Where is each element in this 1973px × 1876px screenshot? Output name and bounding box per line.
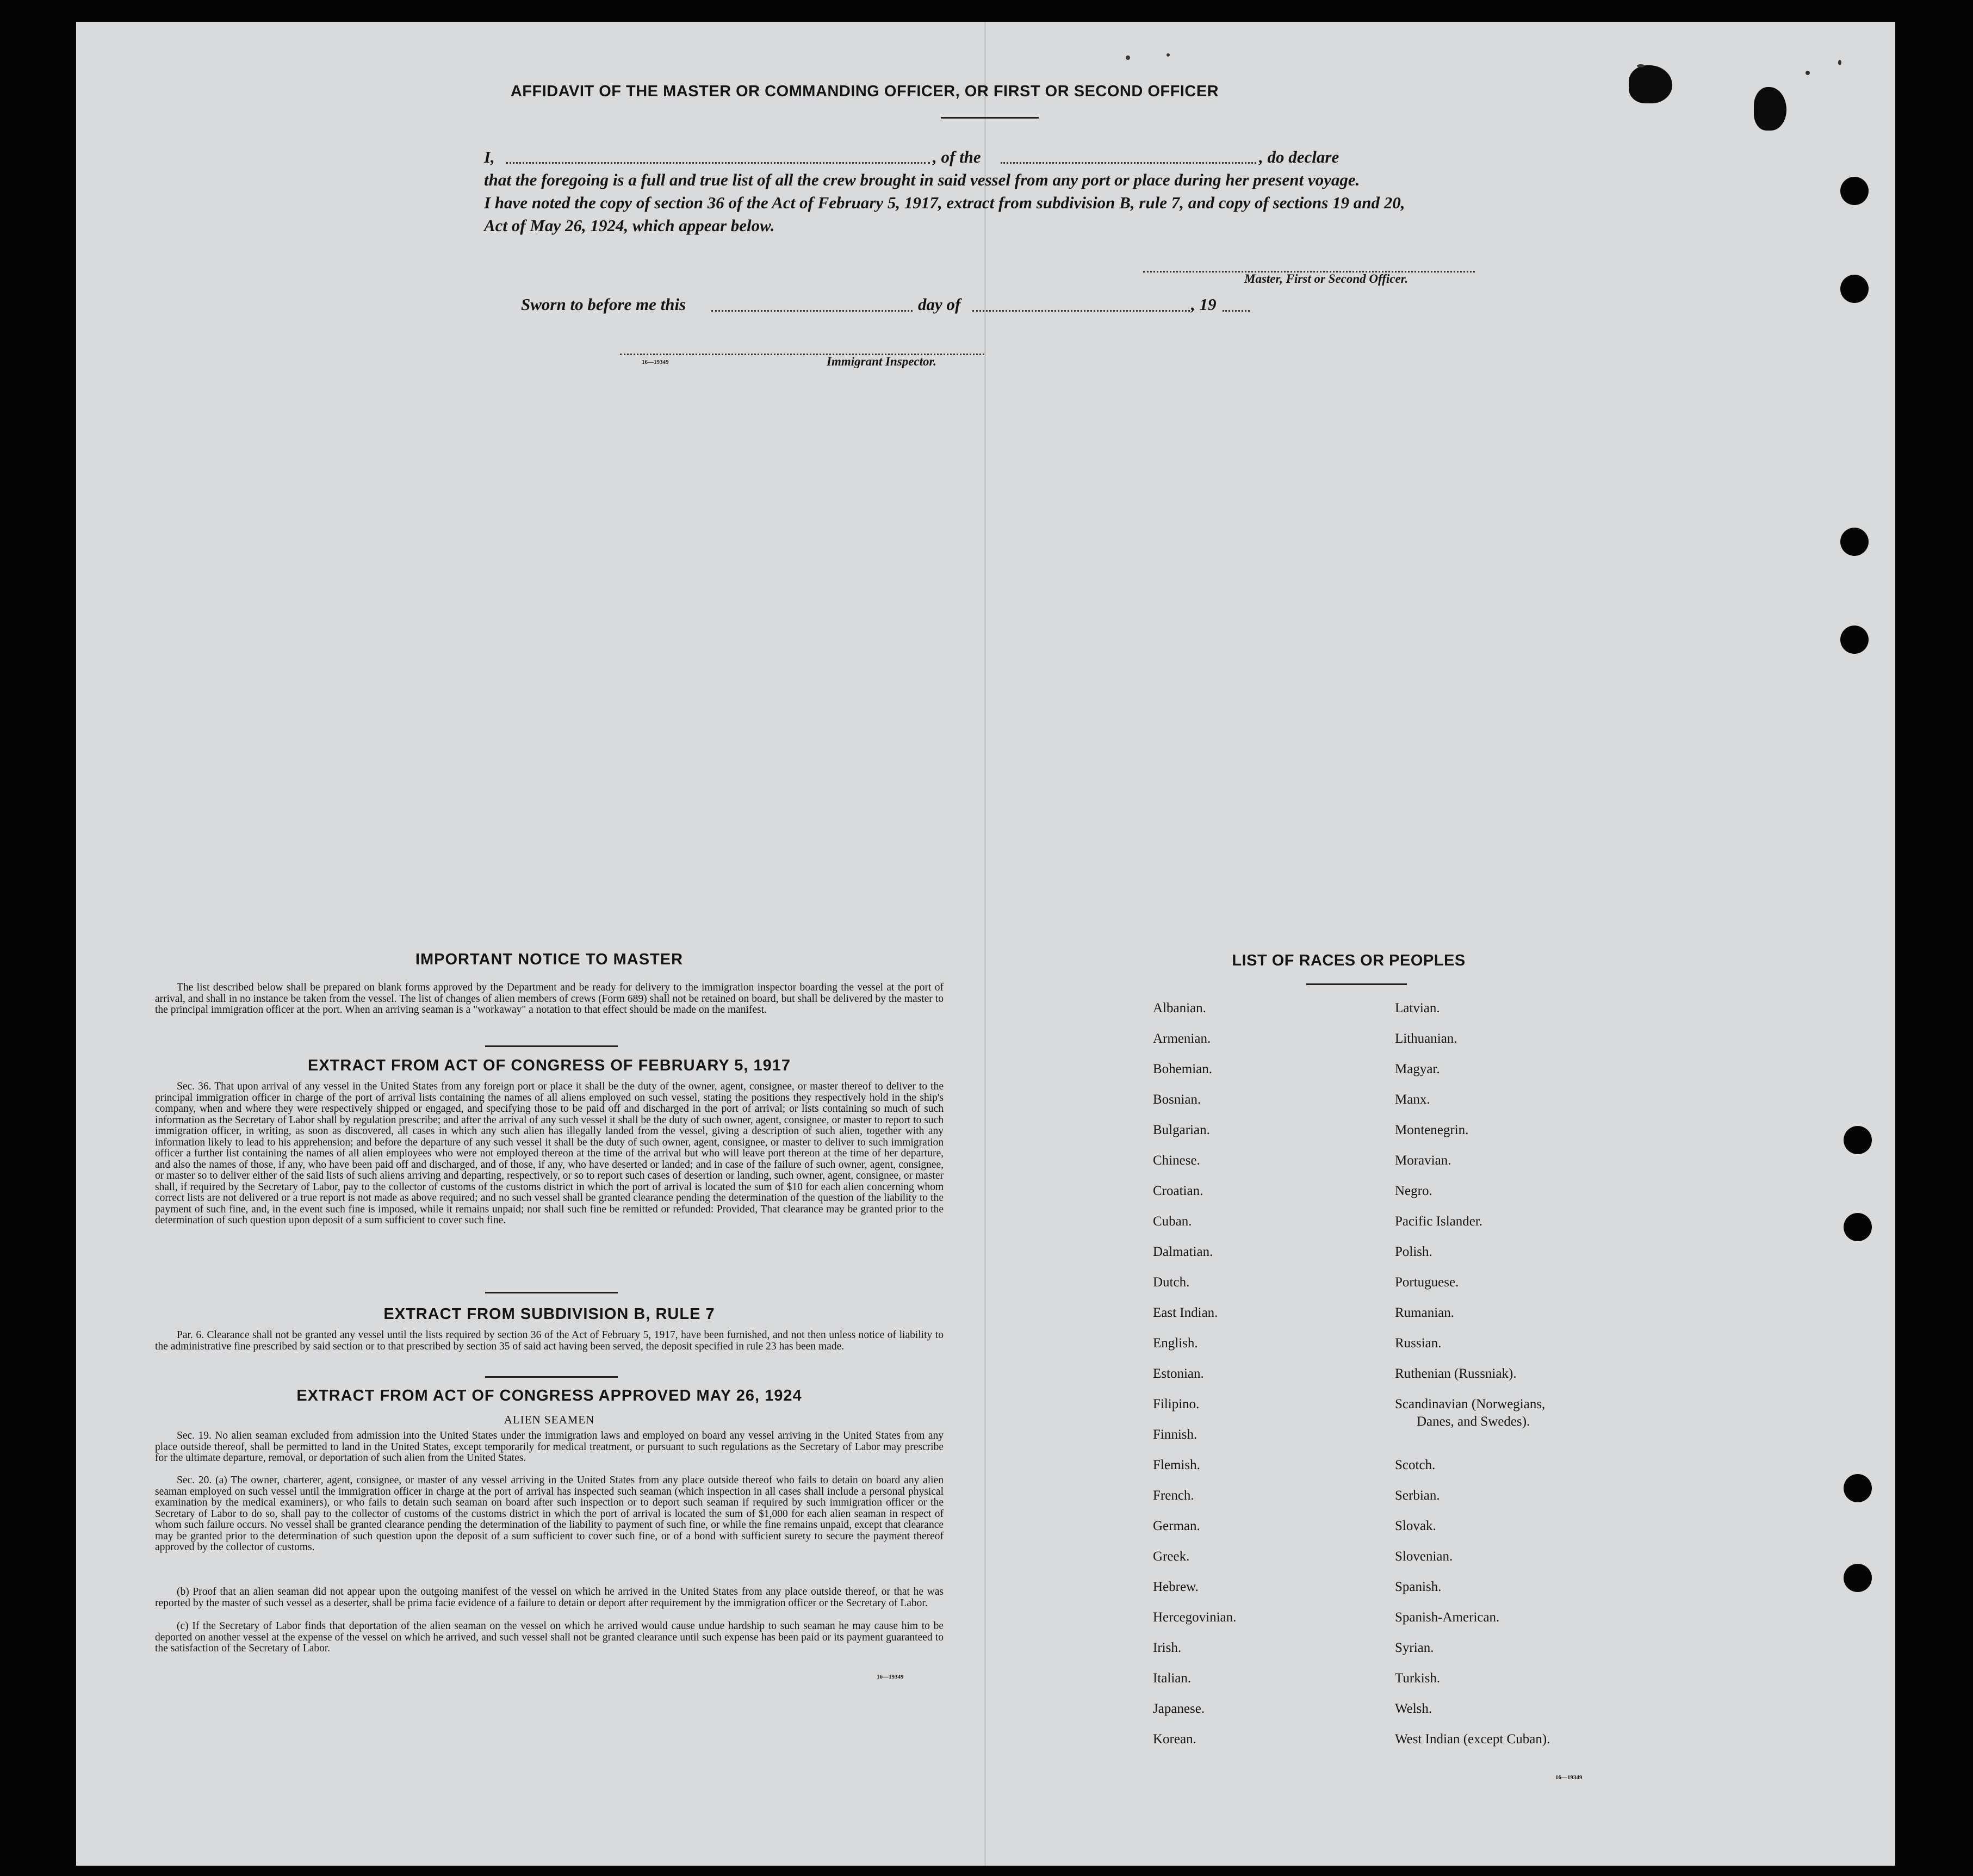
sworn-prefix: Sworn to before me this xyxy=(521,295,686,314)
inspector-caption: Immigrant Inspector. xyxy=(827,355,936,368)
race-item: Slovenian. xyxy=(1395,1549,1453,1564)
race-item: Rumanian. xyxy=(1395,1305,1455,1320)
title-rule xyxy=(1306,983,1407,985)
race-item: Hebrew. xyxy=(1153,1580,1199,1594)
sworn-line xyxy=(521,295,1337,318)
race-item: Greek. xyxy=(1153,1549,1190,1564)
race-item: Slovak. xyxy=(1395,1519,1436,1533)
race-item: French. xyxy=(1153,1488,1194,1503)
sworn-year-prefix: , 19 xyxy=(1191,295,1217,314)
punch-hole xyxy=(1840,275,1869,303)
race-item: Welsh. xyxy=(1395,1701,1432,1716)
form-code: 16—19349 xyxy=(642,359,669,366)
affidavit-text xyxy=(484,146,1405,237)
speck xyxy=(1838,60,1841,65)
affidavit-title: AFFIDAVIT OF THE MASTER OR COMMANDING OFFICER, OR FIRST OR SECOND OFFICER xyxy=(510,83,1219,100)
sec-20b-text: (b) Proof that an alien seaman did not appear upon the outgoing manifest of the vessel on which he arrived in the United States from any place outside thereof, or that he was reported by the master of such vessel as a deserter, shall be prima facie evidence of a failure to detain or deport after requirement by the immigration officer or the Secretary of Labor. xyxy=(155,1586,944,1609)
declarant-name-field[interactable] xyxy=(506,150,930,164)
race-item: Portuguese. xyxy=(1395,1275,1459,1290)
form-code: 16—19349 xyxy=(1555,1774,1583,1781)
race-item: Albanian. xyxy=(1153,1001,1206,1016)
race-item: Magyar. xyxy=(1395,1062,1440,1076)
speck xyxy=(1806,71,1810,75)
sec-20a-text: Sec. 20. (a) The owner, charterer, agent, consignee, or master of any vessel arriving in the United States from any place outside thereof who fails to detain on board any alien seaman employed on such vessel until the immigration officer in charge at the port of arrival has inspected such seaman (which inspection in all cases shall include a personal physical examination by the medical examiners), or who fails to detain such seaman on board after such inspection or to deport such seaman if required by such immigration officer or the Secretary of Labor to do so, shall pay to the collector of customs of the customs district in which the port of arrival is located the sum of $1,000 for each alien seaman in respect of whom such failure occurs. No vessel shall be granted clearance pending the determination of the liability to payment of such fine, or while the fine remains unpaid, except that clearance may be granted prior to the determination of such question upon the deposit of a sum sufficient to cover such fine, or of a bond with sufficient surety to secure the payment thereof approved by the collector of customs. xyxy=(155,1475,944,1553)
ink-blot xyxy=(1754,87,1786,131)
races-column-1 xyxy=(1153,1001,1236,1762)
race-item: Moravian. xyxy=(1395,1153,1451,1168)
alien-seamen-subtitle: ALIEN SEAMEN xyxy=(504,1413,595,1426)
declare-suffix: , do declare xyxy=(1259,147,1339,166)
punch-hole xyxy=(1844,1564,1872,1592)
sec-20c-text: (c) If the Secretary of Labor finds that deportation of the alien seaman on the vessel on which he arrived would cause undue hardship to such seaman he may cause him to be deported on another vessel at the expense of the vessel on which he arrived, and such vessel shall not be granted clearance until such expense has been paid or its payment guaranteed to the satisfaction of the Secretary of Labor. xyxy=(155,1620,944,1654)
punch-hole xyxy=(1840,177,1869,205)
section-divider xyxy=(485,1045,618,1047)
race-item: Dalmatian. xyxy=(1153,1245,1213,1259)
race-item: Ruthenian (Russniak). xyxy=(1395,1366,1517,1381)
race-item: Bosnian. xyxy=(1153,1092,1201,1107)
race-item: Russian. xyxy=(1395,1336,1442,1351)
race-item: Hercegovinian. xyxy=(1153,1610,1237,1625)
race-item: Scotch. xyxy=(1395,1458,1436,1472)
race-item: Latvian. xyxy=(1395,1001,1440,1016)
subdivision-b-text: Par. 6. Clearance shall not be granted any vessel until the lists required by section 36 of the Act of February 5, 1917, have been furnished, and not then unless notice of liability to the administrative fine prescribed by said section or to that prescribed by section 35 of said act having been served, the deposit specified in rule 23 has been made. xyxy=(155,1329,944,1352)
sworn-day-field[interactable] xyxy=(711,298,913,312)
race-item: Turkish. xyxy=(1395,1671,1441,1686)
race-item: Lithuanian. xyxy=(1395,1031,1457,1046)
subdivision-b-title: EXTRACT FROM SUBDIVISION B, RULE 7 xyxy=(383,1305,715,1323)
sec-19-text: Sec. 19. No alien seaman excluded from admission into the United States under the immigration laws and employed on board any vessel arriving in the United States from any place outside thereof, shall be permitted to land in the United States, except temporarily for medical treatment, or pursuant to such regulations as the Secretary of Labor may prescribe for the ultimate departure, removal, or deportation of such alien from the United States. xyxy=(155,1430,944,1464)
race-item: Croatian. xyxy=(1153,1184,1203,1198)
race-item: Syrian. xyxy=(1395,1640,1434,1655)
sworn-year-field[interactable] xyxy=(1223,298,1250,312)
race-item: Scandinavian (Norwegians, xyxy=(1395,1397,1546,1411)
vessel-prefix: , of the xyxy=(933,147,981,166)
race-item: Spanish. xyxy=(1395,1580,1442,1594)
race-item: Finnish. xyxy=(1153,1427,1198,1442)
race-item: Filipino. xyxy=(1153,1397,1200,1411)
race-item: Dutch. xyxy=(1153,1275,1190,1290)
declaration-line-3: I have noted the copy of section 36 of the Act of February 5, 1917, extract from subdivision B, rule 7, and copy of sections 19 and 20, xyxy=(484,193,1405,212)
notice-title: IMPORTANT NOTICE TO MASTER xyxy=(415,951,684,968)
race-item: East Indian. xyxy=(1153,1305,1218,1320)
speck xyxy=(1126,55,1130,60)
punch-hole xyxy=(1840,626,1869,654)
race-item: Serbian. xyxy=(1395,1488,1440,1503)
race-item: Manx. xyxy=(1395,1092,1430,1107)
form-code: 16—19349 xyxy=(877,1674,904,1680)
races-column-2 xyxy=(1395,1001,1550,1762)
race-item: Chinese. xyxy=(1153,1153,1200,1168)
extract-1924-title: EXTRACT FROM ACT OF CONGRESS APPROVED MAY 26, 1924 xyxy=(296,1387,802,1404)
vessel-name-field[interactable] xyxy=(1001,150,1256,164)
race-item: Spanish-American. xyxy=(1395,1610,1500,1625)
punch-hole xyxy=(1844,1474,1872,1502)
declaration-line-2: that the foregoing is a full and true list of all the crew brought in said vessel from any port or place during her present voyage. xyxy=(484,170,1360,189)
race-item: Bohemian. xyxy=(1153,1062,1213,1076)
race-item: Danes, and Swedes). xyxy=(1417,1414,1530,1429)
race-item: English. xyxy=(1153,1336,1198,1351)
sworn-day-of: day of xyxy=(918,295,961,314)
speck xyxy=(1637,64,1645,67)
sworn-month-field[interactable] xyxy=(972,298,1190,312)
race-item: Polish. xyxy=(1395,1245,1432,1259)
race-item: Pacific Islander. xyxy=(1395,1214,1483,1229)
race-item: German. xyxy=(1153,1519,1200,1533)
punch-hole xyxy=(1844,1126,1872,1154)
race-item: Korean. xyxy=(1153,1732,1196,1747)
race-item: Irish. xyxy=(1153,1640,1182,1655)
punch-hole xyxy=(1844,1213,1872,1241)
section-divider xyxy=(485,1292,618,1293)
race-item: Cuban. xyxy=(1153,1214,1192,1229)
race-item: Estonian. xyxy=(1153,1366,1204,1381)
extract-1917-text: Sec. 36. That upon arrival of any vessel in the United States from any foreign port or place it shall be the duty of the owner, agent, consignee, or master thereof to deliver to the principal immigration officer in charge of the port of arrival lists containing the names of all aliens employed on such vessel, stating the positions they respectively hold in the ship's company, when and where they were respectively shipped or engaged, and specifying those to be paid off and discharged in the port of arrival; or lists containing so much of such information as the Secretary of Labor shall by regulation prescribe; and after the arrival of any such vessel it shall be the duty of such owner, agent, consignee, or master to report to such immigration officer, in writing, as soon as discovered, all cases in which any such alien has illegally landed from the vessel, giving a description of such alien, together with any information likely to lead to his apprehension; and before the departure of any such vessel it shall be the duty of such owner, agent, consignee, or master to deliver to such immigration officer a further list containing the names of all alien employees who were not employed thereon at the time of the arrival but who will leave port thereon at the time of her departure, and also the names of those, if any, who have been paid off and discharged, and of those, if any, who have deserted or landed; and in case of the failure of such owner, agent, consignee, or master so to deliver either of the said lists of such aliens arriving and departing, respectively, or so to report such cases of desertion or landing, such owner, agent, consignee, or master shall, if required by the Secretary of Labor, pay to the collector of customs of the customs district in which the port of arrival is located the sum of $10 for each alien concerning whom correct lists are not delivered or a true report is not made as above required; and no such vessel shall be granted clearance pending the determination of the question of the liability to the payment of such fine, and, in the event such fine is imposed, while it remains unpaid; nor shall such fine be remitted or refunded: Provided, That clearance may be granted prior to the determination of such question upon deposit of a sum sufficient to cover such fine. xyxy=(155,1081,944,1226)
race-item: Armenian. xyxy=(1153,1031,1211,1046)
document-page xyxy=(76,22,1895,1866)
race-item: Montenegrin. xyxy=(1395,1123,1469,1137)
master-signature-caption: Master, First or Second Officer. xyxy=(1244,272,1409,286)
declarant-prefix: I, xyxy=(484,147,495,166)
race-item: Bulgarian. xyxy=(1153,1123,1210,1137)
race-item: Negro. xyxy=(1395,1184,1432,1198)
section-divider xyxy=(485,1376,618,1378)
declaration-line-4: Act of May 26, 1924, which appear below. xyxy=(484,216,775,235)
race-item: West Indian (except Cuban). xyxy=(1395,1732,1550,1747)
title-rule xyxy=(941,117,1039,119)
punch-hole xyxy=(1840,528,1869,556)
race-item: Japanese. xyxy=(1153,1701,1205,1716)
ink-blot xyxy=(1629,65,1672,103)
race-item: Italian. xyxy=(1153,1671,1192,1686)
race-item: Flemish. xyxy=(1153,1458,1200,1472)
notice-text: The list described below shall be prepared on blank forms approved by the Department and be ready for delivery to the immigration inspector boarding the vessel at the port of arrival, and shall in no instance be taken from the vessel. The list of changes of alien members of crews (Form 689) shall not be retained on board, but shall be delivered by the master to the principal immigration officer at the port. When an arriving seaman is a "workaway" a notation to that effect should be made on the manifest. xyxy=(155,982,944,1016)
extract-1917-title: EXTRACT FROM ACT OF CONGRESS OF FEBRUARY 5, 1917 xyxy=(307,1057,791,1074)
speck xyxy=(1167,53,1170,57)
races-title: LIST OF RACES OR PEOPLES xyxy=(1232,952,1466,969)
